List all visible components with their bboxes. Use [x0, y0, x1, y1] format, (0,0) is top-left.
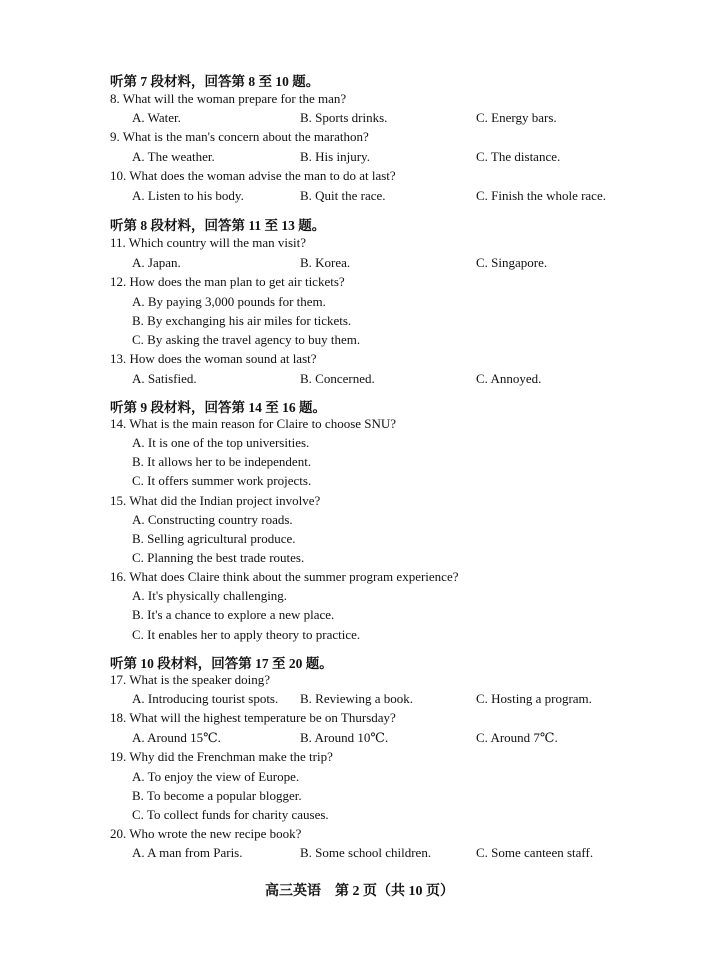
question-16-option-a: A. It's physically challenging. — [132, 588, 288, 603]
question-20-option-c: C. Some canteen staff. — [476, 845, 594, 860]
question-10-option-a: A. Listen to his body. — [132, 188, 244, 203]
question-17-option-b: B. Reviewing a book. — [300, 691, 414, 706]
question-19: 19. Why did the Frenchman make the trip? — [110, 749, 333, 764]
question-10-option-b: B. Quit the race. — [300, 188, 386, 203]
question-9-option-b: B. His injury. — [300, 149, 370, 164]
question-17-option-c: C. Hosting a program. — [476, 691, 592, 706]
question-8-option-c: C. Energy bars. — [476, 110, 557, 125]
question-15: 15. What did the Indian project involve? — [110, 493, 321, 508]
question-8-option-a: A. Water. — [132, 110, 181, 125]
question-19-option-c: C. To collect funds for charity causes. — [132, 807, 329, 822]
question-9-option-c: C. The distance. — [476, 149, 561, 164]
question-18-option-a: A. Around 15℃. — [132, 730, 221, 745]
question-12-option-b: B. By exchanging his air miles for tickets. — [132, 313, 352, 328]
question-11-option-a: A. Japan. — [132, 255, 181, 270]
question-20: 20. Who wrote the new recipe book? — [110, 826, 302, 841]
question-18-option-b: B. Around 10℃. — [300, 730, 389, 745]
question-16-option-b: B. It's a chance to explore a new place. — [132, 607, 335, 622]
question-14-option-a: A. It is one of the top universities. — [132, 435, 310, 450]
question-9-option-a: A. The weather. — [132, 149, 215, 164]
question-11-option-b: B. Korea. — [300, 255, 351, 270]
question-16: 16. What does Claire think about the summer program experience? — [110, 569, 459, 584]
question-18-option-c: C. Around 7℃. — [476, 730, 558, 745]
question-15-option-a: A. Constructing country roads. — [132, 512, 293, 527]
question-14-option-b: B. It allows her to be independent. — [132, 454, 312, 469]
question-14: 14. What is the main reason for Claire to choose SNU? — [110, 416, 397, 431]
question-19-option-b: B. To become a popular blogger. — [132, 788, 302, 803]
section-heading: 听第 10 段材料，回答第 17 至 20 题。 — [110, 656, 333, 671]
question-20-option-a: A. A man from Paris. — [132, 845, 243, 860]
question-17-option-a: A. Introducing tourist spots. — [132, 691, 279, 706]
question-20-option-b: B. Some school children. — [300, 845, 432, 860]
question-14-option-c: C. It offers summer work projects. — [132, 473, 312, 488]
question-11-option-c: C. Singapore. — [476, 255, 548, 270]
question-15-option-b: B. Selling agricultural produce. — [132, 531, 296, 546]
question-15-option-c: C. Planning the best trade routes. — [132, 550, 305, 565]
question-16-option-c: C. It enables her to apply theory to practice. — [132, 627, 361, 642]
question-11: 11. Which country will the man visit? — [110, 235, 307, 250]
section-heading: 听第 9 段材料，回答第 14 至 16 题。 — [110, 400, 326, 415]
section-heading: 听第 7 段材料，回答第 8 至 10 题。 — [110, 74, 320, 89]
question-10-option-c: C. Finish the whole race. — [476, 188, 606, 203]
question-13: 13. How does the woman sound at last? — [110, 351, 317, 366]
question-19-option-a: A. To enjoy the view of Europe. — [132, 769, 300, 784]
page-footer: 高三英语 第 2 页（共 10 页） — [265, 884, 454, 899]
question-8-option-b: B. Sports drinks. — [300, 110, 388, 125]
question-12-option-c: C. By asking the travel agency to buy them. — [132, 332, 361, 347]
section-heading: 听第 8 段材料，回答第 11 至 13 题。 — [110, 218, 326, 233]
question-10: 10. What does the woman advise the man to do at last? — [110, 168, 396, 183]
question-9: 9. What is the man's concern about the marathon? — [110, 129, 369, 144]
question-13-option-a: A. Satisfied. — [132, 371, 197, 386]
question-13-option-b: B. Concerned. — [300, 371, 375, 386]
question-12-option-a: A. By paying 3,000 pounds for them. — [132, 294, 326, 309]
question-13-option-c: C. Annoyed. — [476, 371, 542, 386]
question-12: 12. How does the man plan to get air tickets? — [110, 274, 345, 289]
question-18: 18. What will the highest temperature be on Thursday? — [110, 710, 396, 725]
question-17: 17. What is the speaker doing? — [110, 672, 271, 687]
question-8: 8. What will the woman prepare for the man? — [110, 91, 347, 106]
